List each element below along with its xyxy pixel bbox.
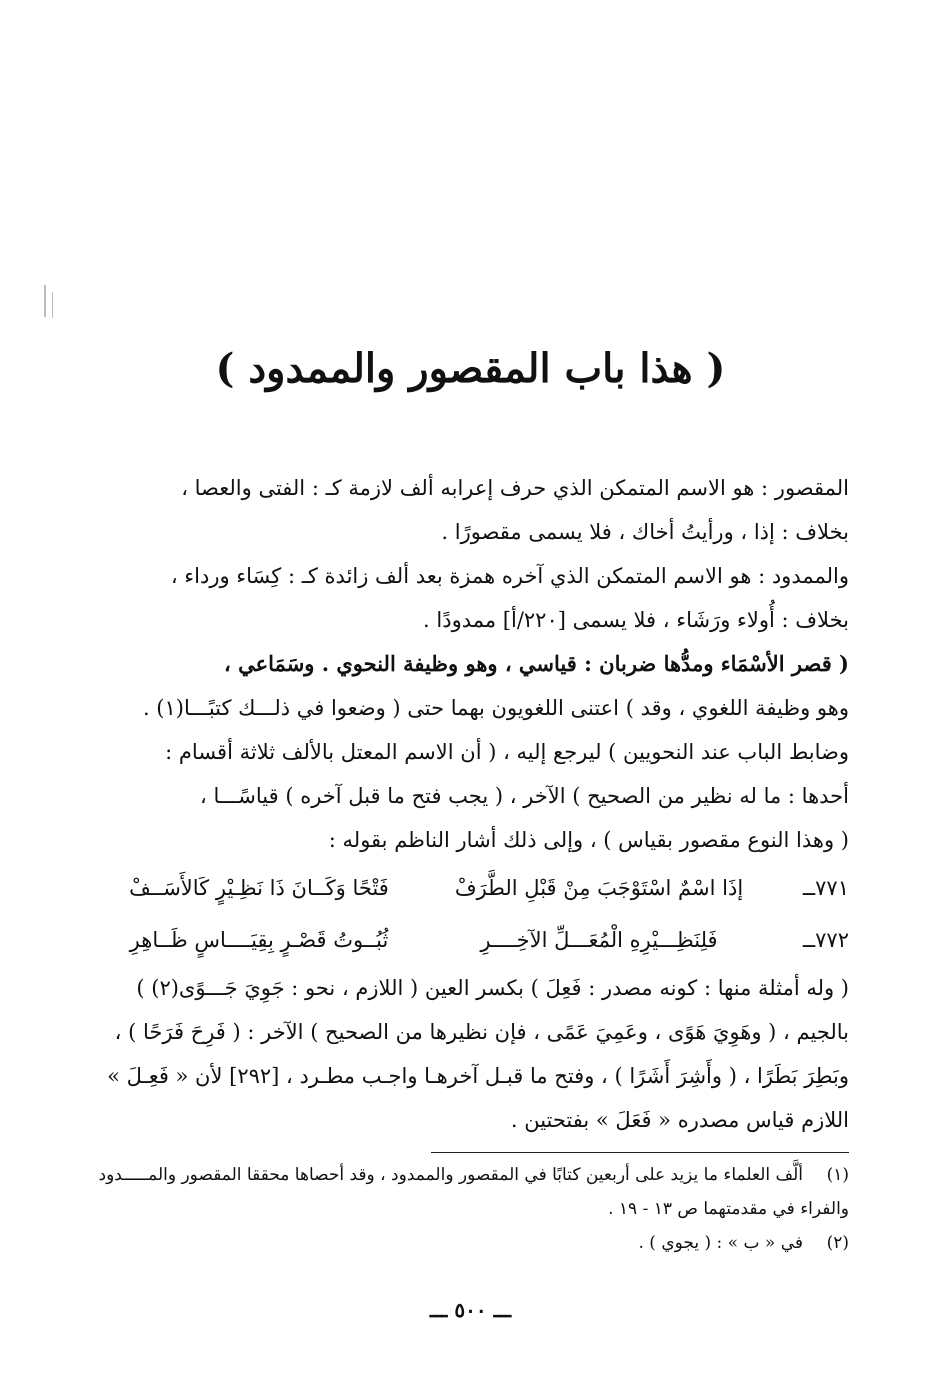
verse-first-hemistich: فَلِنَظِـــيْرِهِ الْمُعَـــلِّ الآخِــــرِ: [480, 928, 718, 952]
footnote: [81, 1158, 849, 1192]
footnotes: [81, 1158, 849, 1260]
verse-number: ٧٧٢ــ: [802, 928, 849, 952]
text-line: ( وهذا النوع مقصور بقياس ) ، وإلى ذلك أشار الناظم بقوله :: [328, 828, 849, 852]
footnote-text: ألَّف العلماء ما يزيد على أربعين كتابًا في المقصور والممدود ، وقد أحصاها محققا المقصور والمـــــدود: [98, 1165, 803, 1185]
footnote-number: (١): [826, 1165, 849, 1185]
text-line: وبَطِرَ بَطَرًا ، ( وأَشِرَ أَشَرًا ) ، وفتح ما قبـل آخرهـا واجـب مطـرد ، [٢٩٢] لأن « فَعِـلَ »: [107, 1064, 849, 1088]
scan-mark: [52, 292, 53, 318]
verse-second-hemistich: فَتْحًا وَكَــانَ ذَا نَظِـيْرٍ كَالأَسَــفْ: [129, 876, 389, 900]
text-line: اللازم قياس مصدره « فَعَلَ » بفتحتين .: [510, 1108, 849, 1132]
verse-line: [81, 862, 849, 914]
text-line: بخلاف : إذا ، ورأيتُ أخاك ، فلا يسمى مقصورًا .: [441, 520, 849, 544]
text-line: وهو وظيفة اللغوي ، وقد ) اعتنى اللغويون بهما حتى ( وضعوا في ذلـــك كتبًـــا(١) .: [142, 696, 849, 720]
page-number: ـــ ٥٠٠ ـــ: [429, 1298, 512, 1322]
footnote-continuation: والفراء في مقدمتهما ص ١٣ - ١٩ .: [608, 1199, 849, 1219]
scan-mark: [44, 285, 46, 317]
main-text: [81, 466, 849, 1142]
text-line: بالجيم ، ( وهَوِيَ هَوًى ، وعَمِيَ عَمًى ، فإن نظيرها من الصحيح ) الآخر : ( فَرِحَ فَرَحًا ) ،: [114, 1020, 849, 1044]
text-line: ( قصر الأسْمَاء ومدُّها ضربان : قياسي ، وهو وظيفة النحوي . وسَمَاعي ،: [224, 651, 849, 676]
text-line: والممدود : هو الاسم المتمكن الذي آخره همزة بعد ألف زائدة كـ : كِسَاء ورداء ،: [170, 564, 849, 588]
verse-second-hemistich: ثُبُــوتُ قَصْـرٍ بِقِيَــــاسٍ ظَــاهِرِ: [129, 928, 389, 952]
verse-line: [81, 914, 849, 966]
footnote-number: (٢): [826, 1233, 849, 1253]
verse-number: ٧٧١ــ: [802, 876, 849, 900]
footnote-separator: [431, 1152, 849, 1153]
footnote-text: في « ب » : ( يجوي ) .: [638, 1233, 803, 1253]
text-line: ( وله أمثلة منها : كونه مصدر : فَعِلَ ) بكسر العين ( اللازم ، نحو : جَوِيَ جَـــوًى(٢) ): [136, 976, 849, 1000]
text-line: أحدها : ما له نظير من الصحيح ) الآخر ، ( يجب فتح ما قبل آخره ) قياسًـــا ،: [200, 784, 849, 808]
text-line: بخلاف : أُولاء ورَشَاء ، فلا يسمى [٢٢٠/أ] ممدودًا .: [423, 608, 849, 632]
chapter-title: ( هذا باب المقصور والممدود ): [215, 345, 726, 392]
text-line: وضابط الباب عند النحويين ) ليرجع إليه ، ( أن الاسم المعتل بالألف ثلاثة أقسام :: [165, 740, 849, 764]
verse-first-hemistich: إذَا اسْمٌ اسْتَوْجَبَ مِنْ قَبْلِ الطَّرَفْ: [454, 876, 744, 900]
footnote: [81, 1226, 849, 1260]
text-line: المقصور : هو الاسم المتمكن الذي حرف إعرابه ألف لازمة كـ : الفتى والعصا ،: [181, 476, 849, 500]
